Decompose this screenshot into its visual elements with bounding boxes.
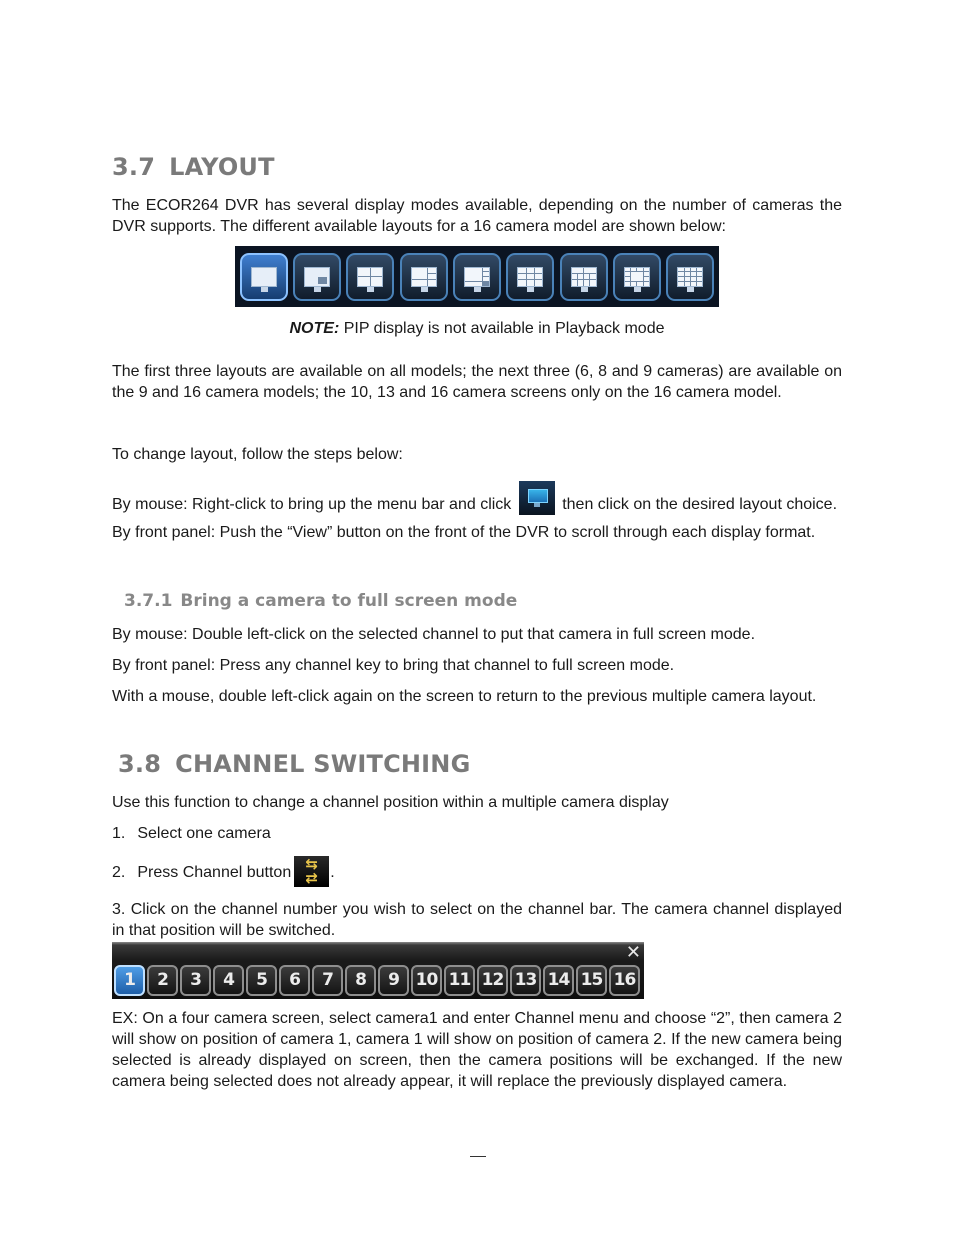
layout-strip (235, 246, 719, 307)
quad-layout-icon[interactable] (346, 253, 394, 301)
section-3-8-heading (118, 750, 471, 778)
step-text: Select one camera (137, 825, 271, 842)
step-number: 1. (112, 825, 126, 842)
channel-intro: Use this function to change a channel position within a multiple camera display (112, 794, 669, 811)
channel-example: EX: On a four camera screen, select camera1 and enter Channel menu and choose “2”, then camera 2 will show on position of camera 1, camera 1 will show on position of camera 2. If the new camera being selected is already displayed on screen, then the camera positions will be exchanged. If the new camera being selected does not already appear, it will replace the previously displayed camera. (112, 1010, 842, 1090)
channel-key-9[interactable]: 9 (378, 965, 409, 996)
subsection-title: Bring a camera to full screen mode (180, 591, 518, 611)
mouse-text-after: then click on the desired layout choice. (557, 496, 838, 513)
channel-key-14[interactable]: 14 (543, 965, 574, 996)
channel-key-10[interactable]: 10 (411, 965, 442, 996)
section-title: LAYOUT (169, 153, 275, 181)
subsection-number: 3.7.1 (124, 591, 173, 611)
channel-key-4[interactable]: 4 (213, 965, 244, 996)
sixteen-layout-icon[interactable] (666, 253, 714, 301)
channel-key-8[interactable]: 8 (345, 965, 376, 996)
fullscreen-front-panel: By front panel: Press any channel key to bring that channel to full screen mode. (112, 657, 675, 674)
channel-key-11[interactable]: 11 (444, 965, 475, 996)
section-number: 3.7 (112, 153, 156, 181)
section-title: CHANNEL SWITCHING (175, 750, 471, 778)
close-icon[interactable]: ✕ (625, 942, 641, 962)
channel-key-16[interactable]: 16 (609, 965, 640, 996)
ten-layout-icon[interactable] (560, 253, 608, 301)
six-layout-icon[interactable] (400, 253, 448, 301)
step-number: 2. (112, 864, 126, 881)
channel-keys (114, 965, 640, 996)
mouse-instruction (112, 481, 872, 515)
channel-key-15[interactable]: 15 (576, 965, 607, 996)
channel-key-7[interactable]: 7 (312, 965, 343, 996)
note-line (112, 318, 842, 339)
front-panel-instruction: By front panel: Push the “View” button on the front of the DVR to scroll through each display format. (112, 524, 816, 541)
mouse-text-before: By mouse: Right-click to bring up the menu bar and click (112, 496, 516, 513)
section-3-7-heading (112, 153, 275, 181)
step-3: 3. Click on the channel number you wish to select on the channel bar. The camera channel displayed in that position will be switched. (112, 901, 842, 939)
step-end: . (330, 864, 335, 881)
note-label: NOTE: (289, 320, 340, 337)
layout-availability: The first three layouts are available on all models; the next three (6, 8 and 9 cameras) are available on the 9 and 16 camera models; the 10, 13 and 16 camera screens only on the 16 camera model. (112, 363, 842, 401)
channel-key-2[interactable]: 2 (147, 965, 178, 996)
layout-intro: The ECOR264 DVR has several display modes available, depending on the number of cameras the DVR supports. The different available layouts for a 16 camera model are shown below: (112, 197, 842, 235)
step-1 (112, 823, 512, 844)
fullscreen-mouse: By mouse: Double left-click on the selected channel to put that camera in full screen mode. (112, 626, 756, 643)
fullscreen-return: With a mouse, double left-click again on the screen to return to the previous multiple camera layout. (112, 688, 817, 705)
steps-intro: To change layout, follow the steps below: (112, 446, 403, 463)
single-layout-icon[interactable] (240, 253, 288, 301)
section-number: 3.8 (118, 750, 162, 778)
channel-swap-icon: ⇆ ⇄ (294, 856, 329, 887)
section-3-7-1-heading (124, 591, 517, 611)
step-text: Press Channel button (137, 864, 292, 881)
step-2 (112, 856, 512, 887)
eight-layout-icon[interactable] (453, 253, 501, 301)
channel-key-13[interactable]: 13 (510, 965, 541, 996)
layout-menu-icon (519, 481, 555, 515)
channel-key-12[interactable]: 12 (477, 965, 508, 996)
nine-layout-icon[interactable] (506, 253, 554, 301)
note-text: PIP display is not available in Playback mode (339, 320, 665, 337)
thirteen-layout-icon[interactable] (613, 253, 661, 301)
pip-layout-icon[interactable] (293, 253, 341, 301)
channel-key-5[interactable]: 5 (246, 965, 277, 996)
channel-bar (112, 942, 644, 999)
channel-key-1[interactable]: 1 (114, 965, 145, 996)
channel-key-3[interactable]: 3 (180, 965, 211, 996)
channel-key-6[interactable]: 6 (279, 965, 310, 996)
page-number-mark (470, 1156, 486, 1157)
